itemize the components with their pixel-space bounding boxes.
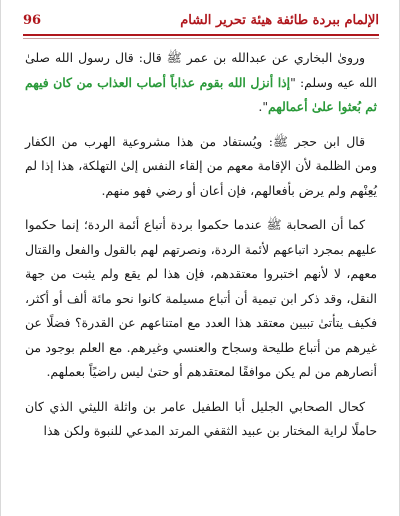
paragraph-hadith-intro: وروىٰ البخاري عن عبدالله بن عمر ﷺ قال: قال رسول الله صلىٰ الله عيه وسلم: " [25, 50, 377, 90]
hadith-quote: إذا أنزل الله بقوم عذاباً أصاب العذاب من كان فيهم ثم بُعثوا علىٰ أعمالهم [25, 74, 377, 114]
page-number: 96 [23, 12, 42, 28]
header-rule [23, 34, 379, 36]
paragraph-ibn-hajar: قال ابن حجر ﷺ: ويُستفاد من هذا مشروعية الهرب من الكفار ومن الظلمة لأن الإقامة معهم من إلقاء النفس إلىٰ التهلكة، هذا إذا لم يُعِنْهم ولم يرض بأفعالهم، فإن أعان أو رضي فهو منهم. [25, 133, 377, 198]
running-title: الإلمام ببردة طائفة هيئة تحرير الشام [180, 12, 379, 28]
paragraph-companions: كما أن الصحابة ﷺ عندما حكموا بردة أتباع أئمة الردة؛ إنما حكموا عليهم بمجرد اتباعهم لأئمة الردة، ونصرتهم لهم بالقول والفعل والقتال معهم، لا لأنهم اختبروا معتقدهم، فإن هذا لم يقع ولم يثبت من جهة النقل، وقد ذكر ابن تيمية أن أتباع مسيلمة كانوا نحو مائة ألف أو أكثر، فكيف يتأتىٰ تبيين معتقد هذا العدد مع امتناعهم عن القدرة؟ فضلًا عن غيرهم من أتباع طليحة وسجاح والعنسي وغيرهم. مع العلم بوجود من أنصارهم من لم يكن موافقًا لمعتقدهم أو حتىٰ ليس راضيًاً بعملهم. [25, 217, 377, 379]
paragraph-abu-tufayl: كحال الصحابي الجليل أبا الطفيل عامر بن واثلة الليثي الذي كان حاملًا لراية المختار بن عبيد الثقفي المرتد المدعي للنبوة ولكن هذا [25, 398, 377, 438]
paragraph-hadith-end: ". [258, 99, 269, 114]
page-header [23, 6, 379, 34]
paragraph-hadith [25, 46, 377, 120]
header-rule-thin [23, 38, 379, 39]
page-body [25, 46, 377, 454]
